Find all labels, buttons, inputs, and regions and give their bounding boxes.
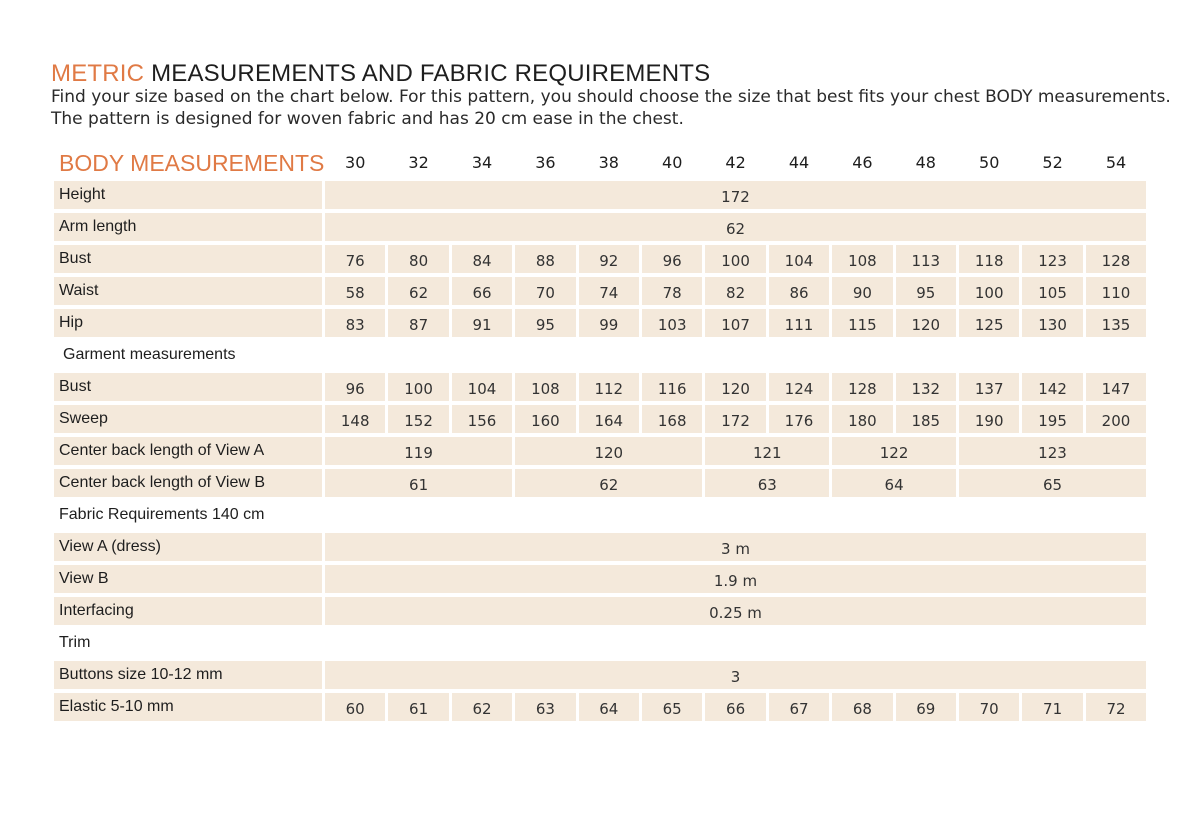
row-label: Center back length of View B <box>54 469 322 497</box>
table-cell: 65 <box>642 693 702 721</box>
row-label: Center back length of View A <box>54 437 322 465</box>
table-cell: 113 <box>896 245 956 273</box>
table-cell: 103 <box>642 309 702 337</box>
table-cell: 190 <box>959 405 1019 433</box>
table-cell: 125 <box>959 309 1019 337</box>
table-cell: 88 <box>515 245 575 273</box>
merged-cell: 62 <box>515 469 702 497</box>
table-cell: 96 <box>642 245 702 273</box>
table-cell: 74 <box>579 277 639 305</box>
table-cell: 68 <box>832 693 892 721</box>
table-cell: 67 <box>769 693 829 721</box>
row-label: Bust <box>54 245 322 273</box>
table-cell: 60 <box>325 693 385 721</box>
table-cell: 142 <box>1022 373 1082 401</box>
row-label: Buttons size 10-12 mm <box>54 661 322 689</box>
table-cell: 137 <box>959 373 1019 401</box>
table-cell: 71 <box>1022 693 1082 721</box>
table-cell: 123 <box>1022 245 1082 273</box>
section-label: Trim <box>59 634 91 651</box>
table-cell: 66 <box>452 277 512 305</box>
merged-cell: 123 <box>959 437 1146 465</box>
table-cell: 62 <box>388 277 448 305</box>
table-cell: 118 <box>959 245 1019 273</box>
size-header-30: 30 <box>345 152 366 172</box>
table-cell: 63 <box>515 693 575 721</box>
table-cell: 82 <box>705 277 765 305</box>
row-label: Interfacing <box>54 597 322 625</box>
table-cell: 100 <box>705 245 765 273</box>
merged-cell: 172 <box>325 181 1146 209</box>
table-cell: 160 <box>515 405 575 433</box>
table-cell: 87 <box>388 309 448 337</box>
table-cell: 72 <box>1086 693 1146 721</box>
table-cell: 112 <box>579 373 639 401</box>
table-cell: 64 <box>579 693 639 721</box>
table-cell: 76 <box>325 245 385 273</box>
table-cell: 176 <box>769 405 829 433</box>
row-label: Elastic 5-10 mm <box>54 693 322 721</box>
table-cell: 84 <box>452 245 512 273</box>
size-header-42: 42 <box>725 152 746 172</box>
table-cell: 108 <box>515 373 575 401</box>
table-cell: 111 <box>769 309 829 337</box>
table-cell: 99 <box>579 309 639 337</box>
merged-cell: 65 <box>959 469 1146 497</box>
table-cell: 120 <box>896 309 956 337</box>
table-cell: 164 <box>579 405 639 433</box>
merged-cell: 62 <box>325 213 1146 241</box>
size-header-36: 36 <box>535 152 556 172</box>
merged-cell: 64 <box>832 469 956 497</box>
size-header-44: 44 <box>788 152 810 172</box>
table-cell: 105 <box>1022 277 1082 305</box>
merged-cell: 3 m <box>325 533 1146 561</box>
size-header-48: 48 <box>915 152 936 172</box>
table-cell: 80 <box>388 245 448 273</box>
table-cell: 96 <box>325 373 385 401</box>
table-cell: 147 <box>1086 373 1146 401</box>
table-cell: 185 <box>896 405 956 433</box>
size-header-32: 32 <box>408 152 429 172</box>
table-cell: 66 <box>705 693 765 721</box>
table-cell: 116 <box>642 373 702 401</box>
table-heading: BODY MEASUREMENTS <box>59 149 325 176</box>
table-cell: 180 <box>832 405 892 433</box>
merged-cell: 0.25 m <box>325 597 1146 625</box>
table-cell: 115 <box>832 309 892 337</box>
table-cell: 104 <box>452 373 512 401</box>
merged-cell: 122 <box>832 437 956 465</box>
size-header-40: 40 <box>662 152 683 172</box>
intro-line-2: The pattern is designed for woven fabric and has 20 cm ease in the chest. <box>51 109 684 129</box>
row-label: Hip <box>54 309 322 337</box>
row-label: View A (dress) <box>54 533 322 561</box>
size-header-52: 52 <box>1042 152 1063 172</box>
table-cell: 110 <box>1086 277 1146 305</box>
table-cell: 90 <box>832 277 892 305</box>
row-label: View B <box>54 565 322 593</box>
intro-line-1: Find your size based on the chart below. For this pattern, you should choose the size that best fits your chest BODY measurements. <box>51 87 1171 107</box>
table-cell: 132 <box>896 373 956 401</box>
table-cell: 104 <box>769 245 829 273</box>
section-label: Garment measurements <box>63 346 236 363</box>
table-cell: 61 <box>388 693 448 721</box>
table-cell: 69 <box>896 693 956 721</box>
table-cell: 83 <box>325 309 385 337</box>
table-cell: 130 <box>1022 309 1082 337</box>
table-cell: 58 <box>325 277 385 305</box>
table-cell: 108 <box>832 245 892 273</box>
table-cell: 100 <box>959 277 1019 305</box>
page-title <box>51 60 710 88</box>
table-cell: 120 <box>705 373 765 401</box>
table-cell: 92 <box>579 245 639 273</box>
table-cell: 156 <box>452 405 512 433</box>
merged-cell: 120 <box>515 437 702 465</box>
table-cell: 62 <box>452 693 512 721</box>
table-cell: 135 <box>1086 309 1146 337</box>
title-accent: METRIC <box>51 60 145 87</box>
table-cell: 168 <box>642 405 702 433</box>
merged-cell: 61 <box>325 469 512 497</box>
merged-cell: 121 <box>705 437 829 465</box>
table-cell: 200 <box>1086 405 1146 433</box>
merged-cell: 119 <box>325 437 512 465</box>
size-header-34: 34 <box>471 152 493 172</box>
table-cell: 195 <box>1022 405 1082 433</box>
table-cell: 152 <box>388 405 448 433</box>
row-label: Bust <box>54 373 322 401</box>
merged-cell: 3 <box>325 661 1146 689</box>
table-cell: 148 <box>325 405 385 433</box>
merged-cell: 1.9 m <box>325 565 1146 593</box>
title-rest: MEASUREMENTS AND FABRIC REQUIREMENTS <box>144 60 711 87</box>
table-cell: 124 <box>769 373 829 401</box>
table-cell: 100 <box>388 373 448 401</box>
table-cell: 70 <box>959 693 1019 721</box>
size-header-46: 46 <box>852 152 873 172</box>
section-label: Fabric Requirements 140 cm <box>59 506 265 523</box>
table-cell: 95 <box>896 277 956 305</box>
size-header-54: 54 <box>1105 152 1127 172</box>
table-cell: 172 <box>705 405 765 433</box>
merged-cell: 63 <box>705 469 829 497</box>
table-cell: 78 <box>642 277 702 305</box>
table-cell: 107 <box>705 309 765 337</box>
table-cell: 95 <box>515 309 575 337</box>
row-label: Sweep <box>54 405 322 433</box>
table-cell: 128 <box>832 373 892 401</box>
size-header-38: 38 <box>598 152 619 172</box>
size-header-50: 50 <box>979 152 1000 172</box>
table-cell: 128 <box>1086 245 1146 273</box>
row-label: Height <box>54 181 322 209</box>
row-label: Arm length <box>54 213 322 241</box>
table-cell: 91 <box>452 309 512 337</box>
table-cell: 86 <box>769 277 829 305</box>
table-cell: 70 <box>515 277 575 305</box>
row-label: Waist <box>54 277 322 305</box>
